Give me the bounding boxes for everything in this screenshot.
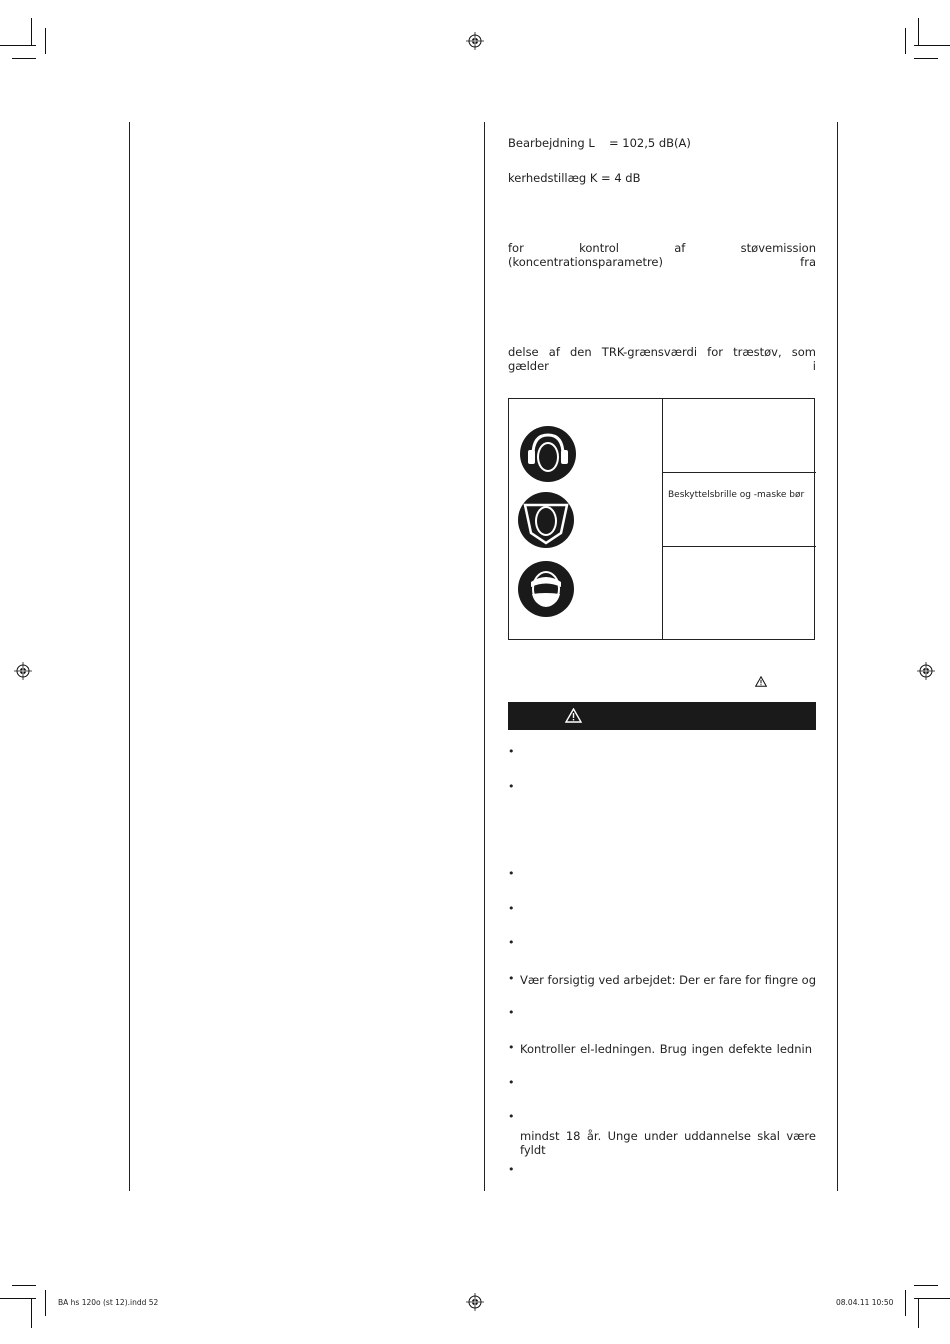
bullet-marker: • [508,745,515,758]
crop-mark [905,1290,906,1316]
bullet-marker: • [508,902,515,915]
dust-mask-icon [517,560,575,618]
crop-mark [914,58,938,59]
bullet-marker: • [508,1110,515,1123]
ppe-row-goggles [662,473,816,547]
bullet-text-age: mindst 18 år. Unge under uddannelse skal være fyldt [520,1129,816,1157]
dust-emission-line: for kontrol af støvemission (koncentrationsparametre) fra [508,241,816,269]
crop-mark [914,1285,938,1286]
ppe-row-text: Beskyttelsbrille og -maske bør [668,490,805,500]
ppe-icon-cell [509,399,663,639]
bullet-marker: • [508,1006,515,1019]
warning-heading-bar [508,702,816,730]
crop-mark [45,28,46,54]
crop-mark [12,1285,36,1286]
bullet-text-cable: Kontroller el-ledningen. Brug ingen defekte lednin [520,1042,812,1056]
uncertainty-line: kerhedstillæg K = 4 dB [508,171,641,185]
column-rule [129,122,130,1191]
ppe-row-hearing [662,399,816,473]
warning-triangle-icon [565,708,582,723]
bullet-text-fingers: Vær forsigtig ved arbejdet: Der er fare for fingre og [520,973,817,987]
crop-mark [918,18,919,46]
bullet-marker: • [508,780,515,793]
footer-date-time: 08.04.11 10:50 [836,1298,894,1307]
bullet-marker: • [508,1041,515,1054]
crop-mark [12,58,36,59]
face-shield-icon [517,491,575,549]
registration-mark-icon [14,662,32,680]
registration-mark-icon [466,32,484,50]
column-rule [837,122,838,1191]
bullet-marker: • [508,867,515,880]
crop-mark [905,28,906,54]
bullet-marker: • [508,972,515,985]
crop-mark [31,1298,32,1328]
crop-mark [914,1298,950,1299]
sound-level-label: Bearbejdning L [508,136,595,150]
warning-triangle-icon [755,676,767,687]
crop-mark [918,1298,919,1328]
crop-mark [45,1290,46,1316]
bullet-marker: • [508,936,515,949]
bullet-marker: • [508,1163,515,1176]
crop-mark [31,18,32,46]
column-rule [484,122,485,1191]
ppe-table [508,398,815,640]
hearing-protection-icon [519,425,577,483]
trk-limit-line: delse af den TRK-grænsværdi for træstøv, som gælder i [508,345,816,373]
bullet-marker: • [508,1076,515,1089]
registration-mark-icon [917,662,935,680]
sound-level-value: = 102,5 dB(A) [609,136,691,150]
footer-file-info: BA hs 120o (st 12).indd 52 [58,1298,159,1307]
crop-mark [914,45,950,46]
registration-mark-icon [466,1293,484,1311]
